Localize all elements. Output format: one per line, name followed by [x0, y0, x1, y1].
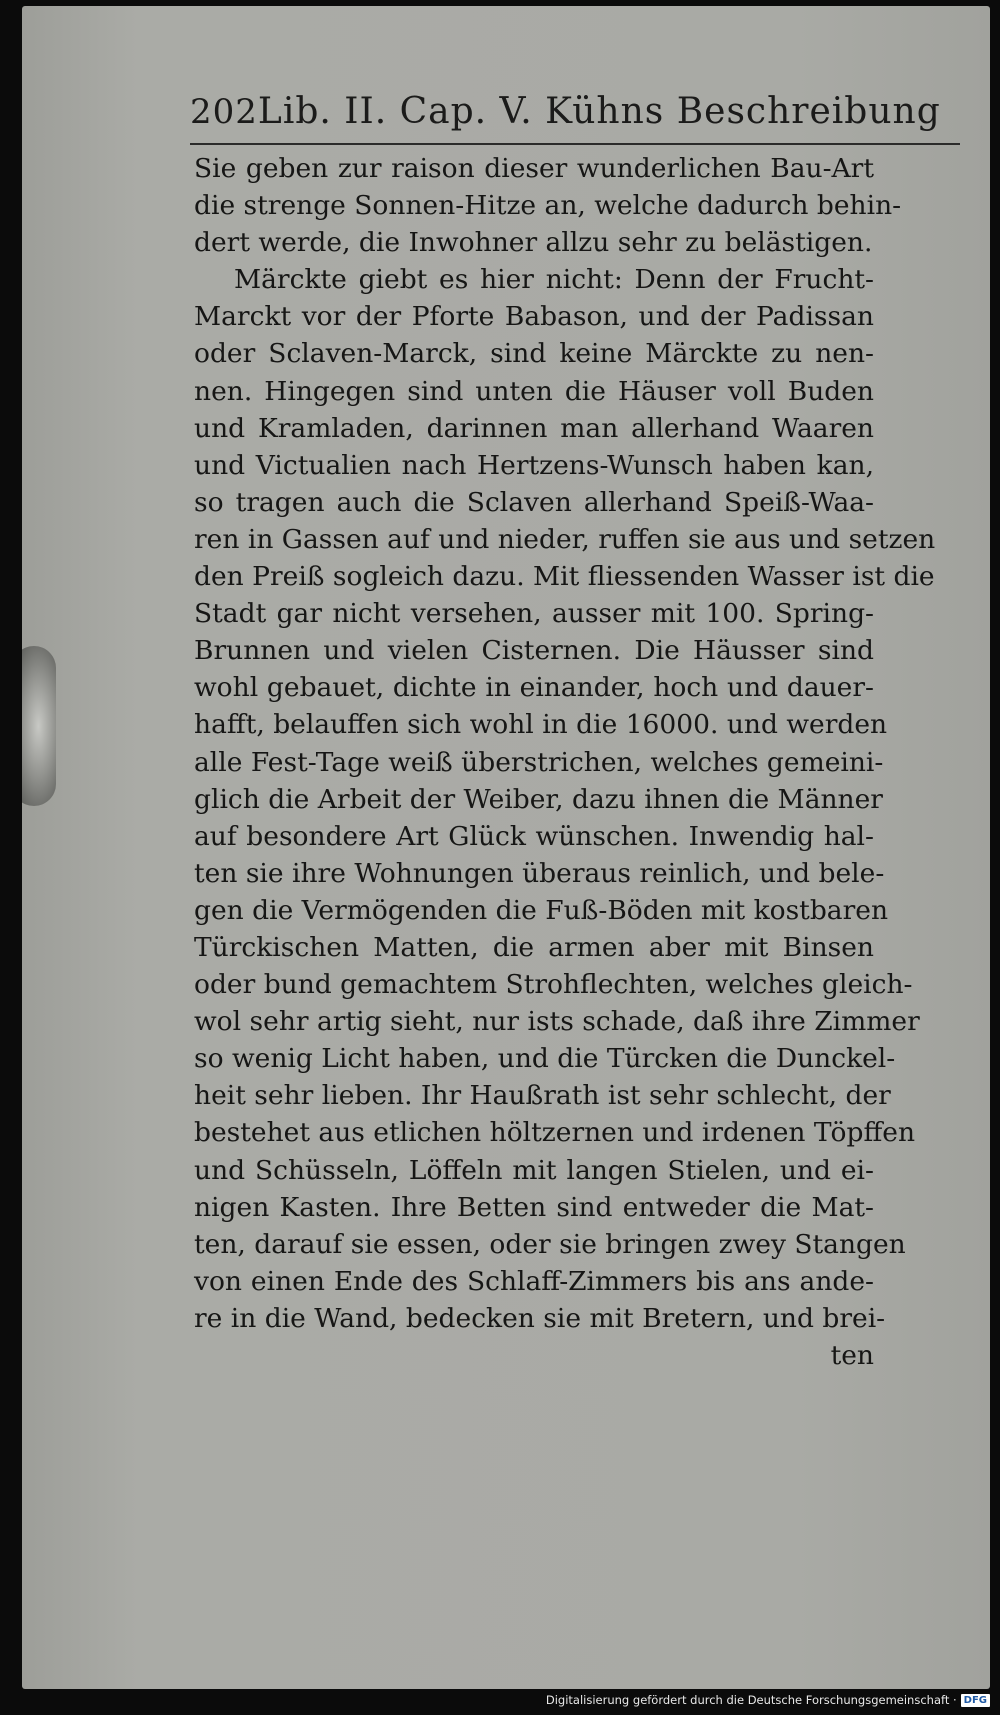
text-line: re in die Wand, bedecken sie mit Bretern, und brei- [194, 1302, 886, 1334]
digitization-footer [0, 1693, 990, 1707]
text-line: ten, darauf sie essen, oder sie bringen zwey Stangen [194, 1228, 906, 1260]
text-line: glich die Arbeit der Weiber, dazu ihnen die Männer [194, 783, 883, 815]
catchword: ten [830, 1340, 874, 1371]
text-line: die strenge Sonnen-Hitze an, welche dadurch behin- [194, 190, 902, 222]
text-line: und Kramladen, darinnen man allerhand Waaren [194, 412, 874, 444]
text-line: Marckt vor der Pforte Babason, und der Padissan [194, 301, 874, 333]
text-line: Märckte giebt es hier nicht: Denn der Frucht- [234, 264, 874, 296]
text-line: heit sehr lieben. Ihr Haußrath ist sehr schlecht, der [194, 1080, 891, 1112]
text-line: hafft, belauffen sich wohl in die 16000. und werden [194, 709, 888, 741]
body-text [194, 150, 936, 1374]
text-line: ren in Gassen auf und nieder, ruffen sie aus und setzen [194, 523, 936, 555]
footer-credit: Digitalisierung gefördert durch die Deutsche Forschungsgemeinschaft · [545, 1693, 957, 1707]
text-line: wol sehr artig sieht, nur ists schade, daß ihre Zimmer [194, 1006, 920, 1038]
text-line: auf besondere Art Glück wünschen. Inwendig hal- [194, 820, 874, 852]
header-rule [190, 143, 960, 145]
running-head: Lib. II. Cap. V. Kühns Beschreibung [257, 91, 941, 132]
text-line: nigen Kasten. Ihre Betten sind entweder die Mat- [194, 1191, 874, 1223]
text-line: Türckischen Matten, die armen aber mit Binsen [194, 931, 874, 963]
text-line: Sie geben zur raison dieser wunderlichen Bau-Art [194, 153, 874, 184]
text-line: von einen Ende des Schlaff-Zimmers bis ans ande- [194, 1265, 874, 1297]
text-line: bestehet aus etlichen höltzernen und irdenen Töpffen [194, 1117, 916, 1149]
text-line: wohl gebauet, dichte in einander, hoch und dauer- [194, 672, 874, 704]
text-line: so wenig Licht haben, und die Türcken die Dunckel- [194, 1043, 896, 1075]
text-line: alle Fest-Tage weiß überstrichen, welches gemeini- [194, 746, 884, 778]
text-line: den Preiß sogleich dazu. Mit fliessenden Wasser ist die [194, 561, 935, 593]
text-line: dert werde, die Inwohner allzu sehr zu belästigen. [194, 227, 873, 259]
text-line: Brunnen und vielen Cisternen. Die Häusser sind [194, 635, 874, 667]
text-line: ten sie ihre Wohnungen überaus reinlich, und bele- [194, 857, 885, 889]
text-line: oder bund gemachtem Strohflechten, welches gleich- [194, 969, 913, 1001]
text-line: so tragen auch die Sclaven allerhand Speiß-Waa- [194, 486, 874, 518]
text-line: nen. Hingegen sind unten die Häuser voll Buden [194, 375, 874, 407]
text-line: Stadt gar nicht versehen, ausser mit 100. Spring- [194, 598, 874, 630]
page-number: 202 [190, 92, 258, 132]
text-line: und Victualien nach Hertzens-Wunsch haben kan, [194, 449, 874, 481]
book-clasp [22, 646, 56, 806]
text-line: und Schüsseln, Löffeln mit langen Stielen, und ei- [194, 1154, 874, 1186]
page-header [190, 91, 941, 132]
text-line: gen die Vermögenden die Fuß-Böden mit kostbaren [194, 894, 889, 926]
text-line: oder Sclaven-Marck, sind keine Märckte zu nen- [194, 338, 874, 370]
book-page [22, 6, 990, 1689]
dfg-logo-icon: DFG [961, 1694, 990, 1707]
